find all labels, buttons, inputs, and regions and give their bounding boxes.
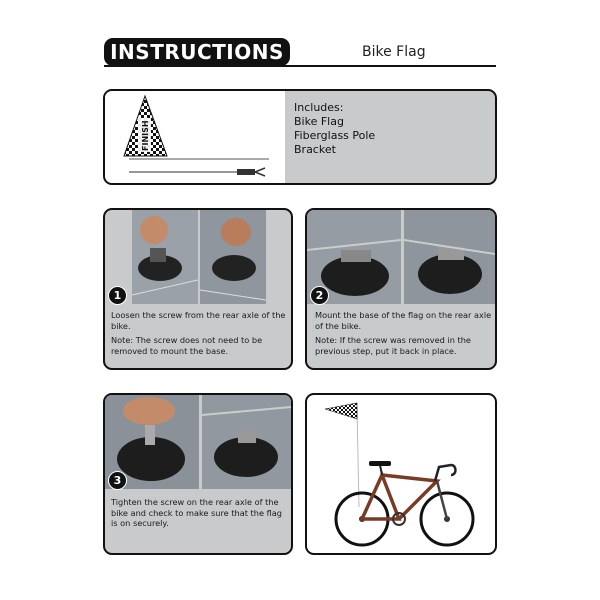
step-3-instruction: Tighten the screw on the rear axle of the bike and check to make sure that the flag is on securely.: [111, 497, 282, 528]
includes-list: [294, 101, 375, 157]
includes-item: Bracket: [294, 143, 336, 156]
step-3-card: [103, 393, 293, 555]
step-2-text: [315, 310, 493, 360]
axle-photo-image: [132, 210, 198, 304]
step-1-photo-a: [132, 210, 198, 304]
includes-item: Bike Flag: [294, 115, 344, 128]
step-2-note: Note: If the screw was removed in the previous step, put it back in place.: [315, 335, 471, 356]
axle-closeup-image: [200, 210, 266, 304]
step-2-photo-b: [404, 210, 495, 304]
step-1-instruction: Loosen the screw from the rear axle of the bike.: [111, 310, 286, 331]
includes-panel: [103, 89, 497, 185]
instructions-title: INSTRUCTIONS: [104, 38, 290, 66]
product-name: Bike Flag: [362, 44, 426, 60]
kit-contents-image: [105, 91, 285, 183]
step-3-text: [111, 497, 289, 533]
handlebar: [435, 465, 456, 481]
step-3-number: 3: [108, 471, 127, 490]
bike-result-card: [305, 393, 497, 555]
flag-finish-label: FINISH: [141, 120, 150, 151]
step-1-note: Note: The screw does not need to be removed to mount the base.: [111, 335, 263, 356]
bike-flag-icon: [325, 403, 357, 419]
includes-item: Fiberglass Pole: [294, 129, 376, 142]
step-3-photo-b: [202, 395, 291, 489]
step-1-number: 1: [108, 286, 127, 305]
step-1-text: [111, 310, 289, 360]
bike-frame: [362, 475, 399, 519]
step-1-card: [103, 208, 293, 370]
step-1-photo-b: [200, 210, 266, 304]
secured-flag-base-image: [202, 395, 291, 489]
header-divider: [104, 65, 496, 67]
includes-heading: Includes:: [294, 101, 344, 114]
step-2-number: 2: [310, 286, 329, 305]
mounted-base-image: [404, 210, 495, 304]
bike-with-flag-image: [307, 395, 495, 553]
flag-kit-illustration: [105, 91, 285, 183]
step-2-instruction: Mount the base of the flag on the rear axle of the bike.: [315, 310, 492, 331]
step-2-card: [305, 208, 497, 370]
bike-saddle: [369, 461, 391, 466]
bracket-icon: [237, 169, 255, 175]
